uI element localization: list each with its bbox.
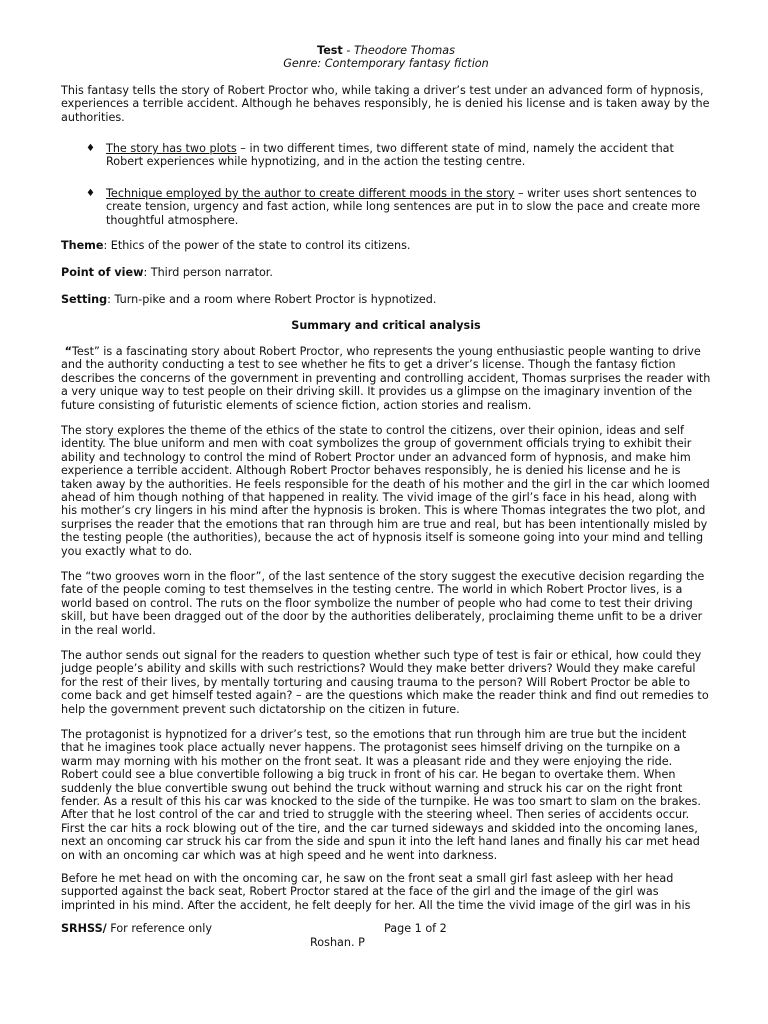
diamond-bullet-icon: ♦ — [86, 188, 95, 199]
story-title: Test — [317, 44, 343, 57]
genre-line — [61, 57, 711, 70]
pov-line — [61, 266, 711, 279]
analysis-paragraph-2: The story explores the theme of the ethics of the state to control the citizens, over their opinion, ideas and self identity. The blue uniform and men with coat symbolizes the group of government officials trying to exhibit their ability and technology to control the mind of Robert Proctor under an advanced form of hypnosis, and make him experience a terrible accident. Although Robert Proctor behaves responsibly, he is denied his license and he is taken away by the authorities. He feels responsible for the death of his mother and the girl in the car which loomed ahead of him though nothing of that happened in reality. The vivid image of the girl’s face in his head, along with his mother’s cry lingers in his mind after the hypnosis is broken. This is where Thomas integrates the two plot, and surprises the reader that the emotions that ran through him are true and real, but has been intentionally misled by the testing people (the authorities), because the act of hypnosis itself is someone going into your mind and telling you exactly what to do. — [61, 424, 710, 558]
analysis-paragraph-5: The protagonist is hypnotized for a driver’s test, so the emotions that run through him are true but the incident that he imagines took place actually never happens. The protagonist sees himself driving on the turnpike on a warm may morning with his mother on the front seat. It was a pleasant ride and they were enjoying the ride. Robert could see a blue convertible following a big truck in front of his car. He began to overtake them. When suddenly the blue convertible swung out behind the truck without warning and struck his car on the right front fender. As a result of this his car was knocked to the side of the turnpike. He was too smart to slam on the brakes. After that he lost control of the car and tried to struggle with the steering wheel. Then series of accidents occur. First the car hits a rock blowing out of the tire, and the car turned sideways and skidded into the oncoming lanes, next an oncoming car struck his car from the side and spun it into the left hand lanes and finally his car met head on with an oncoming car which was at high speed and he went into darkness. — [61, 728, 701, 862]
story-author: Theodore Thomas — [353, 44, 455, 57]
analysis-paragraph-3: The “two grooves worn in the floor”, of the last sentence of the story suggest the executive decision regarding the fate of the people coming to test themselves in the testing centre. The world in which Robert Proctor lives, is a world based on control. The ruts on the floor symbolize the number of people who had come to test their driving skill, but have been dragged out of the door by the authorities deliberately, proclaiming theme unfit to be a driver in the real world. — [61, 570, 705, 637]
title-separator: - — [342, 44, 354, 57]
open-quote: “ — [64, 345, 72, 358]
setting-text: : Turn-pike and a room where Robert Proctor is hypnotized. — [107, 293, 437, 306]
bullet-text — [106, 142, 708, 169]
footer-org: SRHSS/ — [61, 922, 107, 935]
diamond-bullet-icon: ♦ — [86, 143, 95, 154]
analysis-paragraph-6: Before he met head on with the oncoming car, he saw on the front seat a small girl fast asleep with her head supported against the back seat, Robert Proctor stared at the face of the girl and the image of the girl was imprinted in his mind. After the accident, he felt deeply for her. All the time the vivid image of the girl was in his — [61, 872, 691, 912]
section-heading — [61, 319, 711, 332]
bullet-rest: – writer uses short sentences to create tension, urgency and fast action, while long sentences are put in to slow the pace and create more thoughtful atmosphere. — [106, 187, 701, 227]
bullet-underlined: The story has two plots — [106, 142, 237, 155]
document-title-line — [61, 44, 711, 57]
paragraph-text: Test” is a fascinating story about Robert Proctor, who represents the young enthusiastic people wanting to drive and the authority conducting a test to see whether he fits to get a driver’s license. Though the fantasy fiction describes the concerns of the government in preventing and controlling accident, Thomas surprises the reader with a very unique way to test people on their driving skill. It provides us a glimpse on the imaginary invention of the future consisting of futuristic elements of science fiction, action stories and realism. — [61, 345, 711, 412]
intro-paragraph: This fantasy tells the story of Robert Proctor who, while taking a driver’s test under an advanced form of hypnosis, experiences a terrible accident. Although he behaves responsibly, he is denied his license and is taken away by the authorities. — [61, 84, 710, 124]
analysis-paragraph-1 — [61, 345, 711, 412]
bullet-item-plots — [86, 142, 708, 169]
pov-text: : Third person narrator. — [143, 266, 273, 279]
theme-text: : Ethics of the power of the state to control its citizens. — [103, 239, 411, 252]
bullet-text — [106, 187, 708, 227]
footer-author-name: Roshan. P — [310, 936, 365, 949]
setting-label: Setting — [61, 293, 108, 306]
footer-note: For reference only — [106, 922, 212, 935]
footer-left — [61, 922, 361, 935]
footer-page-number: Page 1 of 2 — [384, 922, 447, 935]
pov-label: Point of view — [61, 266, 144, 279]
bullet-underlined: Technique employed by the author to create different moods in the story — [106, 187, 515, 200]
bullet-item-technique — [86, 187, 708, 227]
genre-text: Genre: Contemporary fantasy fiction — [283, 57, 489, 70]
theme-line — [61, 239, 711, 252]
bullet-rest: – in two different times, two different state of mind, namely the accident that Robert experiences while hypnotizing, and in the action the testing centre. — [106, 142, 674, 169]
setting-line — [61, 293, 711, 306]
analysis-paragraph-4: The author sends out signal for the readers to question whether such type of test is fair or ethical, how could they judge people’s ability and skills with such restrictions? Would they make better drivers? Would they make careful for the rest of their lives, by mentally torturing and causing trauma to the person? Will Robert Proctor be able to come back and get himself tested again? – are the questions which make the reader think and find out remedies to help the government prevent such dictatorship on the citizen in future. — [61, 649, 709, 716]
theme-label: Theme — [61, 239, 104, 252]
section-heading-text: Summary and critical analysis — [291, 319, 481, 332]
